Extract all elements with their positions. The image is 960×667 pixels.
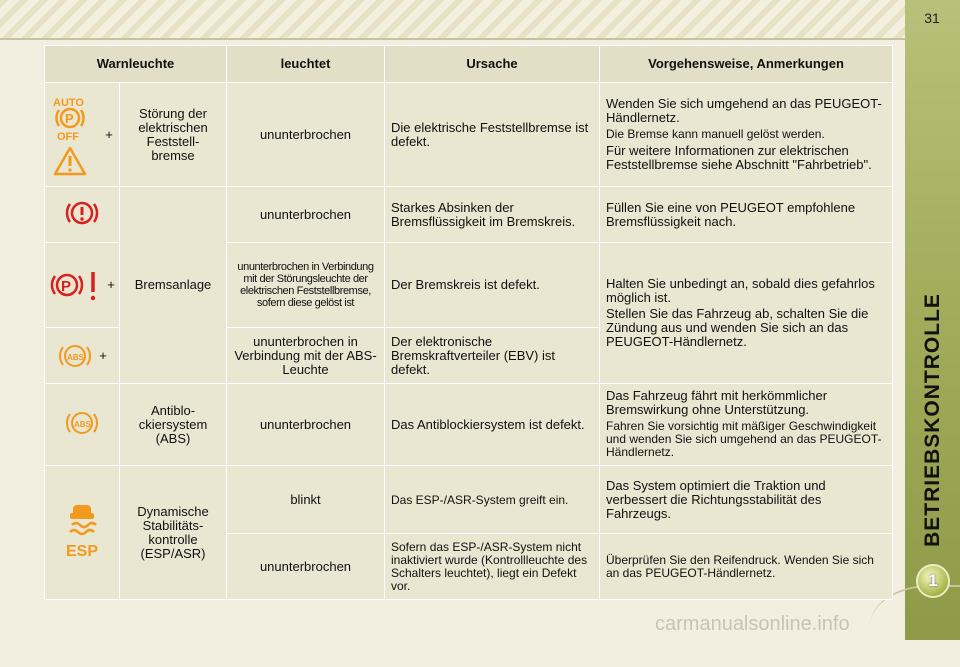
- abs-icon: [57, 339, 93, 373]
- brake-warning-icon: [64, 196, 100, 230]
- lights-value: ununterbrochen: [227, 187, 385, 243]
- page-number: 31: [924, 10, 940, 26]
- svg-text:ABS: ABS: [74, 420, 91, 429]
- lights-value: ununterbrochen in Verbindung mit der Störungsleuchte der elektrischen Feststellbremse, sofern diese gelöst ist: [227, 243, 385, 328]
- svg-text:AUTO: AUTO: [53, 96, 85, 109]
- table-row: [45, 384, 893, 466]
- svg-text:ABS: ABS: [67, 352, 85, 362]
- cause-text: Starkes Absinken der Bremsflüssigkeit im Bremskreis.: [385, 187, 600, 243]
- lights-value: ununterbrochen: [227, 384, 385, 466]
- action-text: Stellen Sie das Fahrzeug ab, schalten Sie die Zündung aus und wenden Sie sich an das PEUGEOT-Händlernetz.: [606, 306, 869, 349]
- action-text: Fahren Sie vorsichtig mit mäßiger Geschwindigkeit und wenden Sie sich umgehend an das PEUGEOT-Händlernetz.: [606, 419, 882, 459]
- system-name: Dynamische Stabilitäts-kontrolle (ESP/ASR): [120, 466, 227, 600]
- action-text: Für weitere Informationen zur elektrischen Feststellbremse siehe Abschnitt "Fahrbetrieb".: [606, 143, 872, 172]
- action-cell: [600, 384, 893, 466]
- top-decorative-band: [0, 0, 905, 40]
- lights-value: ununterbrochen: [227, 83, 385, 187]
- svg-text:P: P: [61, 278, 72, 295]
- system-name: Bremsanlage: [120, 187, 227, 384]
- cause-text: Das ESP-/ASR-System greift ein.: [385, 466, 600, 534]
- cause-text: Die elektrische Feststellbremse ist defekt.: [385, 83, 600, 187]
- header-warning-light: Warnleuchte: [45, 46, 227, 83]
- plus-sign: +: [107, 277, 115, 292]
- action-text: Füllen Sie eine von PEUGEOT empfohlene Bremsflüssigkeit nach.: [600, 187, 893, 243]
- svg-text:OFF: OFF: [57, 130, 80, 143]
- svg-text:ESP: ESP: [66, 543, 99, 560]
- icon-cell: [45, 466, 120, 600]
- action-text: Das System optimiert die Traktion und verbessert die Richtungsstabilität des Fahrzeugs.: [600, 466, 893, 534]
- lights-value: ununterbrochen: [227, 534, 385, 600]
- action-cell: [600, 243, 893, 384]
- warning-light-table: [44, 45, 893, 600]
- lights-value: ununterbrochen in Verbindung mit der ABS-Leuchte: [227, 328, 385, 384]
- auto-park-brake-and-warning-icon: [51, 94, 99, 176]
- icon-cell: [45, 328, 120, 384]
- plus-sign: +: [99, 347, 107, 363]
- action-text: Wenden Sie sich umgehend an das PEUGEOT-Händlernetz.: [606, 96, 882, 125]
- system-name: Störung der elektrischen Feststell-bremse: [120, 83, 227, 187]
- icon-cell: [45, 83, 120, 187]
- header-cause: Ursache: [385, 46, 600, 83]
- action-text: Halten Sie unbedingt an, sobald dies gefahrlos möglich ist.: [606, 276, 875, 305]
- chapter-badge: 1: [916, 564, 950, 598]
- header-action: Vorgehensweise, Anmerkungen: [600, 46, 893, 83]
- table-row: [45, 83, 893, 187]
- chapter-title: BETRIEBSKONTROLLE: [921, 293, 944, 547]
- top-divider: [0, 38, 905, 40]
- action-cell: [600, 83, 893, 187]
- icon-cell: [45, 187, 120, 243]
- plus-sign: +: [105, 126, 113, 142]
- cause-text: Sofern das ESP-/ASR-System nicht inaktiviert wurde (Kontrollleuchte des Schalters leuchtet), liegt ein Defekt vor.: [385, 534, 600, 600]
- action-text: Die Bremse kann manuell gelöst werden.: [606, 127, 825, 141]
- action-text: Das Fahrzeug fährt mit herkömmlicher Bremswirkung ohne Unterstützung.: [606, 388, 828, 417]
- header-lights: leuchtet: [227, 46, 385, 83]
- icon-cell: [45, 243, 120, 328]
- abs-icon: [64, 406, 100, 440]
- system-name: Antiblo-ckiersystem (ABS): [120, 384, 227, 466]
- svg-text:P: P: [65, 110, 74, 126]
- cause-text: Das Antiblockiersystem ist defekt.: [385, 384, 600, 466]
- cause-text: Der Bremskreis ist defekt.: [385, 243, 600, 328]
- esp-icon: [62, 501, 102, 561]
- park-brake-fault-icon: [49, 268, 101, 302]
- watermark: carmanualsonline.info: [655, 613, 850, 635]
- action-text: Überprüfen Sie den Reifendruck. Wenden Sie sich an das PEUGEOT-Händlernetz.: [600, 534, 893, 600]
- table-row: [45, 187, 893, 243]
- cause-text: Der elektronische Bremskraftverteiler (EBV) ist defekt.: [385, 328, 600, 384]
- icon-cell: [45, 384, 120, 466]
- table-row: [45, 466, 893, 534]
- lights-value: blinkt: [227, 466, 385, 534]
- table-header-row: [45, 46, 893, 83]
